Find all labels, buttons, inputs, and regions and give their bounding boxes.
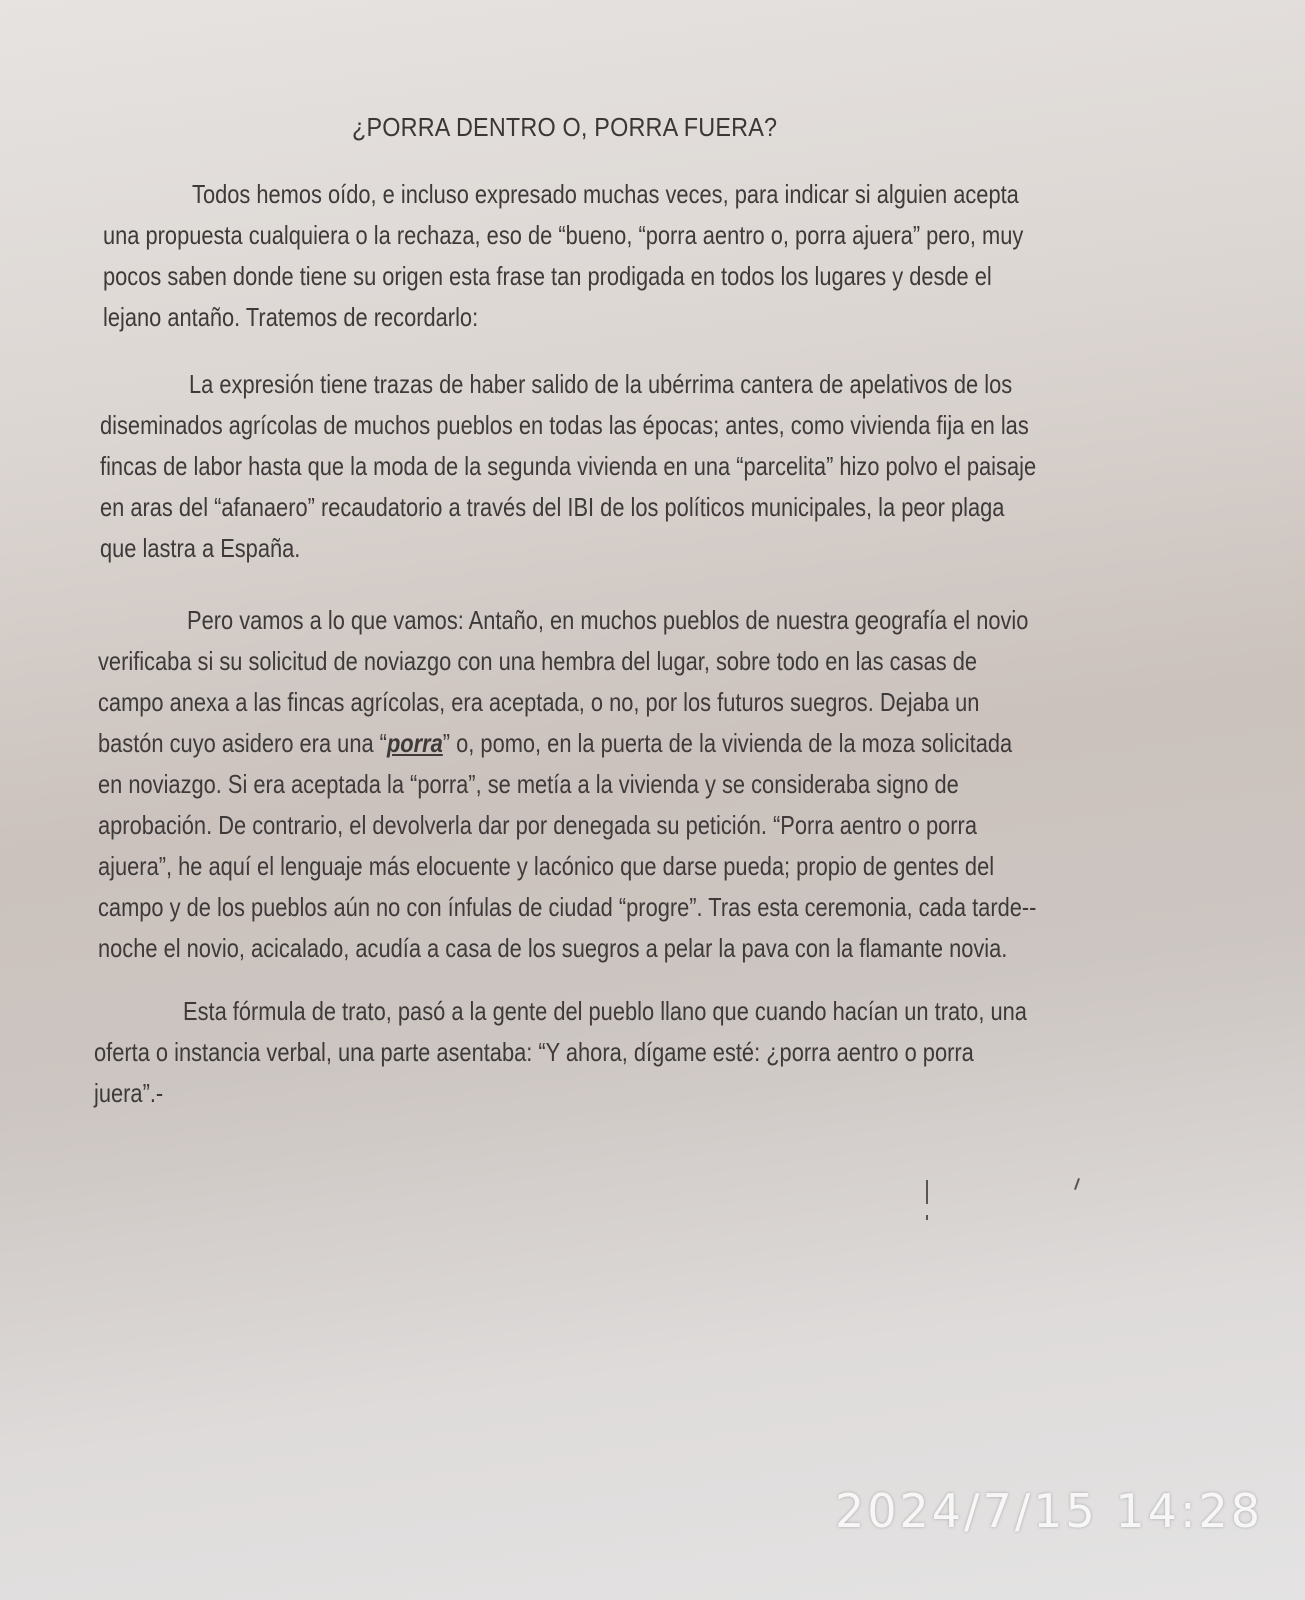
paragraph-line: que lastra a España. (100, 533, 301, 563)
paragraph-line: lejano antaño. Tratemos de recordarlo: (103, 302, 479, 332)
paragraph-3 (98, 600, 1190, 969)
paragraph-line: Pero vamos a lo que vamos: Antaño, en muchos pueblos de nuestra geografía el novio (187, 605, 1029, 635)
paragraph-1 (103, 174, 1195, 338)
pen-mark (1074, 1178, 1080, 1190)
paragraph-line: oferta o instancia verbal, una parte asentaba: “Y ahora, dígame esté: ¿porra aentro o porra (94, 1037, 974, 1067)
paragraph-line: una propuesta cualquiera o la rechaza, eso de “bueno, “porra aentro o, porra ajuera” pero, muy (103, 220, 1024, 250)
document-title: ¿PORRA DENTRO O, PORRA FUERA? (352, 112, 778, 142)
pen-mark (926, 1180, 928, 1204)
paragraph-line: La expresión tiene trazas de haber salido de la ubérrima cantera de apelativos de los (189, 369, 1013, 399)
text-segment: bastón cuyo asidero era una “ (98, 728, 387, 758)
paragraph-line-with-emphasis (98, 723, 1190, 764)
pen-mark (926, 1215, 928, 1220)
paragraph-line: diseminados agrícolas de muchos pueblos en todas las épocas; antes, como vivienda fija en las (100, 410, 1029, 440)
paragraph-4 (94, 991, 1186, 1114)
paragraph-line: fincas de labor hasta que la moda de la segunda vivienda en una “parcelita” hizo polvo el paisaje (100, 451, 1037, 481)
paragraph-2 (100, 364, 1192, 569)
paragraph-line: Todos hemos oído, e incluso expresado muchas veces, para indicar si alguien acepta (192, 179, 1019, 209)
paragraph-line: verificaba si su solicitud de noviazgo con una hembra del lugar, sobre todo en las casas de (98, 646, 977, 676)
text-segment: ” o, pomo, en la puerta de la vivienda de la moza solicitada (442, 728, 1013, 758)
emphasized-word: porra (386, 728, 443, 758)
paragraph-line: campo y de los pueblos aún no con ínfulas de ciudad “progre”. Tras esta ceremonia, cada tarde-- (98, 892, 1037, 922)
paragraph-line: aprobación. De contrario, el devolverla dar por denegada su petición. “Porra aentro o porra (98, 810, 977, 840)
paragraph-line: juera”.- (94, 1078, 164, 1108)
paragraph-line: campo anexa a las fincas agrícolas, era aceptada, o no, por los futuros suegros. Dejaba un (98, 687, 980, 717)
paragraph-line: ajuera”, he aquí el lenguaje más elocuente y lacónico que darse pueda; propio de gentes del (98, 851, 995, 881)
paragraph-line: en noviazgo. Si era aceptada la “porra”, se metía a la vivienda y se consideraba signo de (98, 769, 959, 799)
photo-timestamp: 2024/7/15 14:28 (834, 1484, 1263, 1538)
paragraph-line: noche el novio, acicalado, acudía a casa de los suegros a pelar la pava con la flamante novia. (98, 933, 1008, 963)
paragraph-line: pocos saben donde tiene su origen esta frase tan prodigada en todos los lugares y desde el (103, 261, 992, 291)
paragraph-line: Esta fórmula de trato, pasó a la gente del pueblo llano que cuando hacían un trato, una (183, 996, 1027, 1026)
paragraph-line: en aras del “afanaero” recaudatorio a través del IBI de los políticos municipales, la peor plaga (100, 492, 1005, 522)
